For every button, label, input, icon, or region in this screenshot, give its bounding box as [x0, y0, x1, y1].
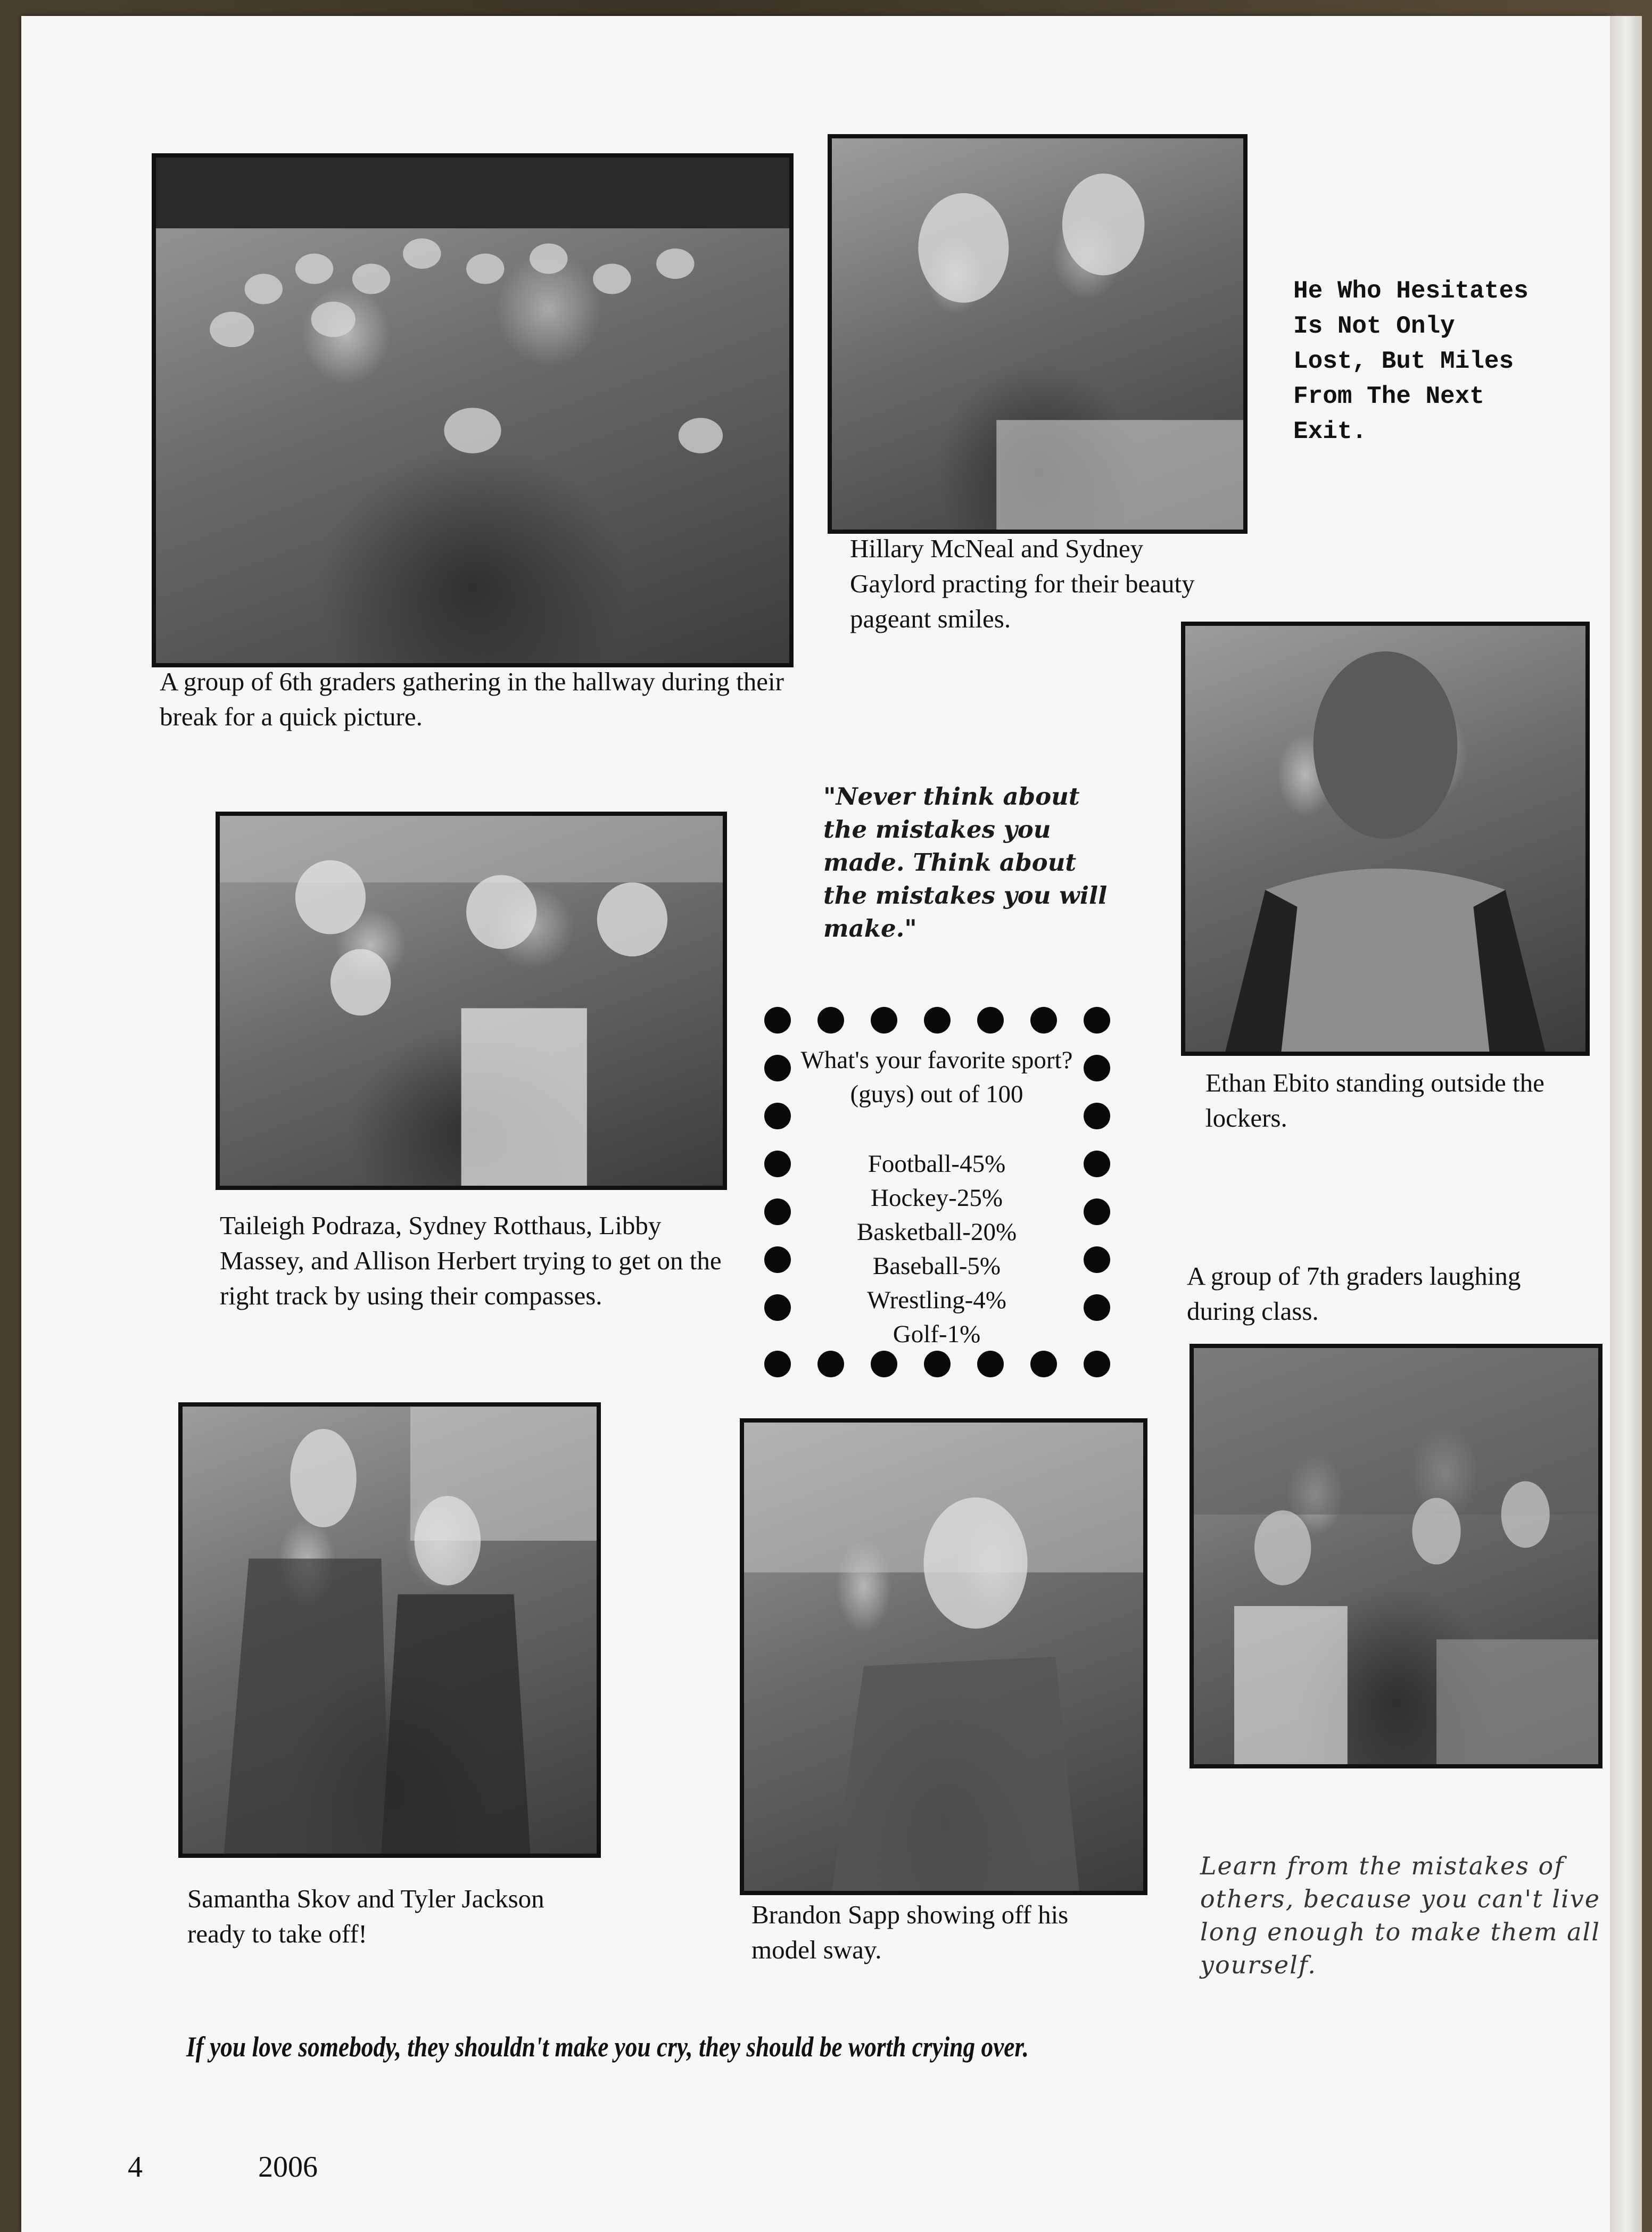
photo-7th-graders-class — [1190, 1344, 1603, 1768]
poll-result-basketball: Basketball-20% — [856, 1218, 1017, 1246]
quote-never-think: "Never think about the mistakes you made. Think about the mistakes you will make." — [823, 782, 1108, 943]
poll-result-wrestling: Wrestling-4% — [867, 1286, 1006, 1314]
quote-love-somebody: If you love somebody, they shouldn't make you cry, they should be worth crying over. — [186, 2031, 1029, 2063]
caption-6th-graders: A group of 6th graders gathering in the hallway during their break for a quick picture. — [160, 667, 784, 731]
caption-ethan-ebito: Ethan Ebito standing outside the lockers. — [1205, 1068, 1544, 1132]
footer-year: 2006 — [258, 2151, 318, 2184]
page-number: 4 — [128, 2151, 143, 2184]
photo-hillary-sydney — [828, 134, 1248, 534]
caption-7th-graders: A group of 7th graders laughing during class. — [1187, 1261, 1521, 1326]
photo-samantha-tyler — [178, 1402, 601, 1858]
photo-girls-compasses — [216, 812, 727, 1190]
poll-result-baseball: Baseball-5% — [872, 1252, 1001, 1280]
quote-learn-from-mistakes: Learn from the mistakes of others, because you can't live long enough to make them all yourself. — [1200, 1851, 1600, 1979]
poll-result-football: Football-45% — [868, 1150, 1006, 1178]
yearbook-page — [21, 16, 1610, 2232]
caption-brandon-sapp: Brandon Sapp showing off his model sway. — [751, 1900, 1069, 1964]
photo-ethan-ebito — [1181, 622, 1590, 1056]
caption-girls-compasses: Taileigh Podraza, Sydney Rotthaus, Libby Massey, and Allison Herbert trying to get on the right track by using their compasses. — [220, 1211, 722, 1310]
photo-6th-graders-hallway — [152, 153, 794, 667]
poll-result-hockey: Hockey-25% — [871, 1184, 1003, 1212]
caption-samantha-tyler: Samantha Skov and Tyler Jackson ready to take off! — [187, 1884, 544, 1948]
caption-hillary-sydney: Hillary McNeal and Sydney Gaylord practing for their beauty pageant smiles. — [850, 534, 1195, 633]
quote-hesitates: He Who Hesitates Is Not Only Lost, But Miles From The Next Exit. — [1293, 277, 1529, 445]
page-spine-edge — [1610, 16, 1642, 2232]
poll-result-golf: Golf-1% — [893, 1320, 981, 1348]
photo-brandon-sapp — [740, 1418, 1147, 1895]
poll-question: What's your favorite sport? (guys) out of 100 — [800, 1046, 1073, 1108]
